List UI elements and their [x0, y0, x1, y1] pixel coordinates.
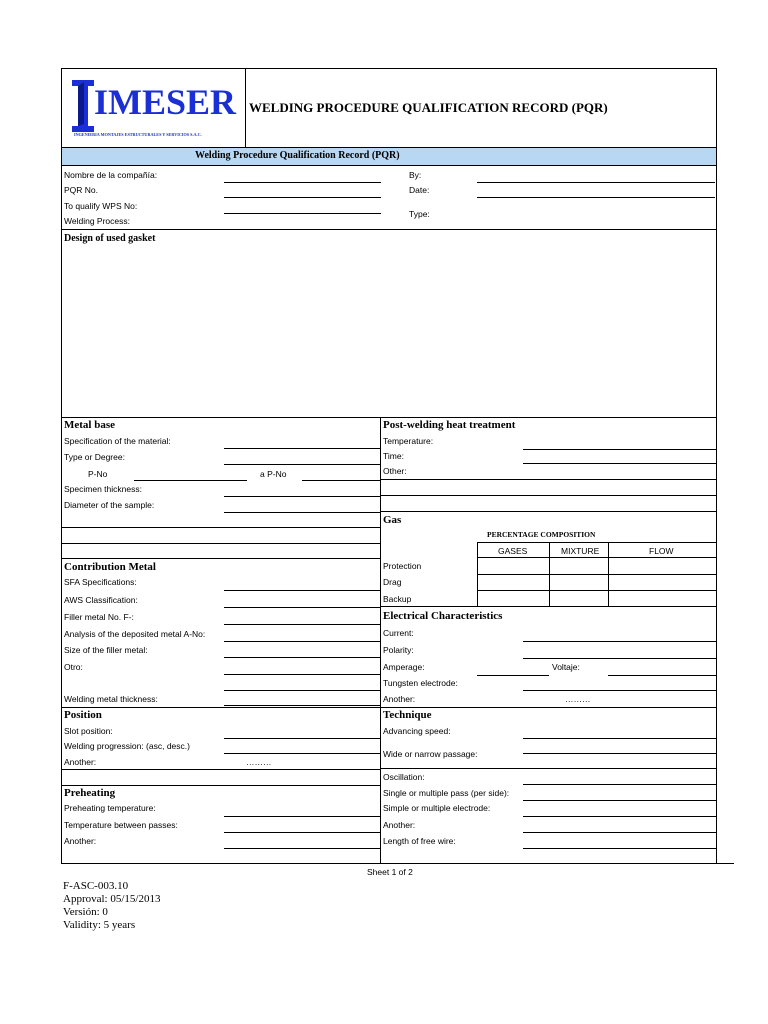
aws-label: AWS Classification:: [64, 595, 138, 605]
specimen-thickness-field[interactable]: [224, 496, 380, 497]
advancing-speed-field[interactable]: [523, 738, 716, 739]
pwht-time-label: Time:: [383, 451, 404, 461]
gas-row-drag: Drag: [383, 577, 402, 587]
tungsten-label: Tungsten electrode:: [383, 678, 458, 688]
pqr-no-field[interactable]: [224, 197, 381, 198]
electrode-field[interactable]: [523, 816, 716, 817]
current-field[interactable]: [523, 641, 716, 642]
design-title: Design of used gasket: [64, 233, 156, 244]
pwht-temperature-field[interactable]: [523, 449, 716, 450]
electrode-label: Simple or multiple electrode:: [383, 803, 491, 813]
diameter-field[interactable]: [224, 512, 380, 513]
specimen-thickness-label: Specimen thickness:: [64, 484, 142, 494]
polarity-field[interactable]: [523, 658, 716, 659]
footer-version: Versión: 0: [63, 906, 108, 918]
technique-another-label: Another:: [383, 820, 416, 830]
pno-field[interactable]: [134, 480, 247, 481]
amperage-field[interactable]: [477, 675, 549, 676]
advancing-speed-label: Advancing speed:: [383, 726, 451, 736]
free-wire-label: Length of free wire:: [383, 836, 456, 846]
current-label: Current:: [383, 628, 414, 638]
pwht-other-field-2[interactable]: [381, 495, 716, 496]
single-pass-label: Single or multiple pass (per side):: [383, 788, 510, 798]
filler-size-field[interactable]: [224, 657, 380, 658]
a-pno-field[interactable]: [302, 480, 380, 481]
contribution-top-border: [62, 558, 380, 559]
gas-col-flow: FLOW: [649, 546, 674, 556]
type-label: Type:: [409, 209, 430, 219]
gas-composition-header: PERCENTAGE COMPOSITION: [487, 530, 596, 539]
footer-code: F-ASC-003.10: [63, 880, 129, 892]
date-field[interactable]: [477, 197, 715, 198]
gas-row-protection: Protection: [383, 561, 422, 571]
gas-title: Gas: [383, 514, 402, 526]
a-pno-label: a P-No: [260, 469, 287, 479]
footer-validity: Validity: 5 years: [63, 919, 136, 931]
pwht-bottom-border: [381, 511, 716, 512]
otro-field-2[interactable]: [224, 690, 380, 691]
temp-between-field[interactable]: [224, 832, 380, 833]
by-label: By:: [409, 170, 422, 180]
passage-label: Wide or narrow passage:: [383, 749, 478, 759]
tungsten-field[interactable]: [523, 690, 716, 691]
slot-position-label: Slot position:: [64, 726, 113, 736]
form-title: WELDING PROCEDURE QUALIFICATION RECORD (PQR): [249, 100, 608, 115]
electrical-another-label: Another:: [383, 694, 416, 704]
pno-label: P-No: [88, 469, 108, 479]
analysis-field[interactable]: [224, 641, 380, 642]
position-another-field[interactable]: [62, 769, 380, 770]
amperage-label: Amperage:: [383, 662, 425, 672]
design-bottom-border: [62, 417, 716, 418]
type-degree-field[interactable]: [224, 464, 380, 465]
preheating-title: Preheating: [64, 787, 116, 799]
pwht-other-label: Other:: [383, 466, 407, 476]
pqr-no-label: PQR No.: [64, 185, 99, 195]
otro-field[interactable]: [224, 674, 380, 675]
preheat-temp-field[interactable]: [224, 816, 380, 817]
technique-title: Technique: [383, 709, 432, 721]
technique-another-field[interactable]: [523, 832, 716, 833]
logo-text: IMESER: [94, 82, 237, 122]
voltaje-label: Voltaje:: [552, 662, 580, 672]
position-title: Position: [64, 709, 102, 721]
spec-material-field[interactable]: [224, 448, 380, 449]
oscillation-label: Oscillation:: [383, 772, 425, 782]
temp-between-label: Temperature between passes:: [64, 820, 178, 830]
banner-title: Welding Procedure Qualification Record (PQR): [195, 150, 400, 161]
center-divider: [380, 417, 381, 864]
gas-col-gases: GASES: [498, 546, 528, 556]
header-divider: [245, 69, 246, 147]
contribution-bottom-border: [62, 707, 380, 708]
metal-base-spacer-line: [62, 527, 380, 528]
position-dots: ………: [246, 757, 272, 767]
electrical-bottom-border: [381, 707, 716, 708]
position-bottom-border: [62, 785, 380, 786]
gas-cols-bottom: [477, 557, 716, 558]
diameter-label: Diameter of the sample:: [64, 500, 155, 510]
electrical-dots: ………: [565, 694, 591, 704]
gas-header-line: [477, 542, 716, 543]
pwht-temperature-label: Temperature:: [383, 436, 434, 446]
form-bottom-extension: [716, 863, 734, 864]
passage-field[interactable]: [523, 753, 716, 754]
weld-thickness-field[interactable]: [224, 705, 380, 706]
gas-col-mixture: MIXTURE: [561, 546, 600, 556]
gas-bottom-border: [381, 606, 716, 607]
oscillation-field[interactable]: [523, 784, 716, 785]
date-label: Date:: [409, 185, 430, 195]
metal-base-bottom-border: [62, 543, 380, 544]
sheet-number: Sheet 1 of 2: [367, 867, 413, 877]
otro-label: Otro:: [64, 662, 83, 672]
spec-material-label: Specification of the material:: [64, 436, 171, 446]
metal-base-title: Metal base: [64, 419, 116, 431]
weld-thickness-label: Welding metal thickness:: [64, 694, 158, 704]
type-degree-label: Type or Degree:: [64, 452, 125, 462]
voltaje-field[interactable]: [608, 675, 716, 676]
gas-row-line-2[interactable]: [477, 590, 716, 591]
pwht-time-field[interactable]: [523, 463, 716, 464]
design-top-border: [62, 229, 716, 230]
filler-no-field[interactable]: [224, 624, 380, 625]
to-qualify-label: To qualify WPS No:: [64, 201, 138, 211]
logo-subtitle: INGENIERIA MONTAJES ESTRUCTURALES Y SERVICIOS S.A.C.: [74, 132, 202, 137]
electrical-title: Electrical Characteristics: [383, 610, 503, 622]
pwht-title: Post-welding heat treatment: [383, 419, 516, 431]
analysis-label: Analysis of the deposited metal A-No:: [64, 629, 206, 639]
passage-field-2[interactable]: [381, 768, 716, 769]
slot-position-field[interactable]: [224, 738, 380, 739]
progression-label: Welding progression: (asc, desc.): [64, 741, 190, 751]
welding-process-label: Welding Process:: [64, 216, 130, 226]
company-name-label: Nombre de la compañía:: [64, 170, 158, 180]
polarity-label: Polarity:: [383, 645, 414, 655]
company-logo: [68, 76, 240, 142]
progression-field[interactable]: [224, 753, 380, 754]
sfa-label: SFA Specifications:: [64, 577, 137, 587]
by-field[interactable]: [477, 182, 715, 183]
to-qualify-field[interactable]: [224, 213, 381, 214]
preheat-another-label: Another:: [64, 836, 97, 846]
aws-field[interactable]: [224, 607, 380, 608]
free-wire-field[interactable]: [523, 848, 716, 849]
filler-no-label: Filler metal No. F-:: [64, 612, 134, 622]
position-another-label: Another:: [64, 757, 97, 767]
filler-size-label: Size of the filler metal:: [64, 645, 148, 655]
preheat-another-field[interactable]: [224, 848, 380, 849]
gas-row-line-1[interactable]: [477, 574, 716, 575]
preheat-temp-label: Preheating temperature:: [64, 803, 156, 813]
pwht-other-field[interactable]: [381, 479, 716, 480]
company-name-field[interactable]: [224, 182, 381, 183]
footer-approval: Approval: 05/15/2013: [63, 893, 161, 905]
sfa-field[interactable]: [224, 590, 380, 591]
contribution-title: Contribution Metal: [64, 561, 156, 573]
gas-row-backup: Backup: [383, 594, 412, 604]
single-pass-field[interactable]: [523, 800, 716, 801]
